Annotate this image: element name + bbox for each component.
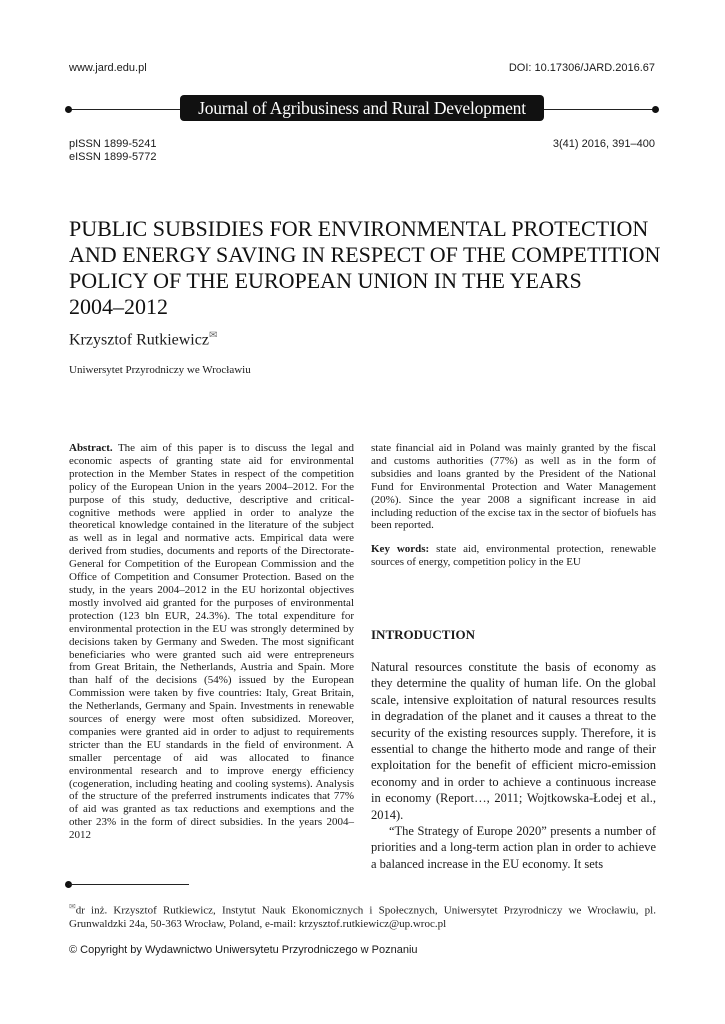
journal-url: www.jard.edu.pl: [69, 62, 147, 74]
abstract-label: Abstract.: [69, 442, 113, 454]
copyright: © Copyright by Wydawnictwo Uniwersytetu Przyrodniczego w Poznaniu: [69, 944, 418, 956]
title-line: AND ENERGY SAVING IN RESPECT OF THE COMPETITION: [69, 242, 661, 267]
keywords: [371, 543, 656, 569]
abstract-paragraph: [69, 442, 354, 842]
title-line: POLICY OF THE EUROPEAN UNION IN THE YEARS: [69, 268, 582, 293]
abstract-column-left: [69, 442, 354, 842]
envelope-icon: ✉: [69, 902, 76, 911]
rule-dot-right: [652, 106, 659, 113]
author: [69, 330, 217, 349]
abstract-column-right: [371, 442, 656, 569]
pissn: pISSN 1899-5241: [69, 138, 157, 150]
introduction-paragraph-2: “The Strategy of Europe 2020” presents a number of priorities and a long-term action plan in order to achieve a balanced increase in the EU economy. It sets: [371, 824, 656, 871]
introduction-paragraph-1: Natural resources constitute the basis of economy as they determine the quality of human life. On the global scale, intensive exploitation of natural resources results in degradation of the planet and it causes a threat to the security of the existing resources supply. Therefore, it is essential to change the hitherto mode and range of their exploitation for the benefit of efficient micro-emission economy and in order to achieve a continuous increase in economy (Report…, 2011; Wojtkowska-Łodej et al., 2014).: [371, 660, 656, 822]
title-line: 2004–2012: [69, 294, 168, 319]
keywords-label: Key words:: [371, 543, 430, 556]
abstract-continuation: state financial aid in Poland was mainly granted by the fiscal and customs authorities (77%) as well as in the form of subsidies and loans granted by the President of the National Fund for Environmental Protection and Water Management (20%). Since the year 2008 a significant increase in aid including reduction of the excise tax in the sector of biofuels has been reported.: [371, 442, 656, 532]
footnote-rule: [69, 884, 189, 885]
doi-label: DOI: 10.17306/JARD.2016.67: [508, 62, 655, 74]
keywords-text: state aid, environmental protection, renewable sources of energy, competition policy in the EU: [371, 543, 656, 569]
footnote: [69, 900, 656, 932]
eissn: eISSN 1899-5772: [69, 151, 157, 163]
issue-pages: 3(41) 2016, 391–400: [552, 138, 655, 150]
affiliation: Uniwersytet Przyrodniczy we Wrocławiu: [69, 364, 251, 376]
rule-dot-left: [65, 106, 72, 113]
section-heading-introduction: INTRODUCTION: [371, 627, 476, 642]
article-title: [69, 216, 669, 320]
author-name: Krzysztof Rutkiewicz: [69, 331, 209, 349]
journal-banner: Journal of Agribusiness and Rural Development: [180, 95, 544, 121]
abstract-text: The aim of this paper is to discuss the legal and economic aspects of granting state aid for environmental protection in the Member States in respect of the competition policy of the European Union in the years 2004–2012. For the purpose of this study, deductive, descriptive and critical-cognitive methods were applied in order to analyze the theoretical knowledge contained in the literature of the subject as well as in legal and normative acts. Empirical data were derived from studies, documents and reports of the Directorate-General for Competition of the European Commission and the Office of Competition and Consumer Protection. Based on the study, in the years 2004–2012 in the EU horizontal objectives mostly involved aid granted for the purposes of environmental protection (123 bln EUR, 24.3%). The total expenditure for environmental protection in the EU was strongly determined by decisions taken by Germany and Sweden. The most significant beneficiaries who were granted such aid were entrepreneurs from Great Britain, the Netherlands, Austria and Spain. More than half of the decisions (54%) issued by the European Commission were taken by five countries: Italy, Great Britain, the Netherlands, Germany and Spain. Investments in renewable sources of energy were most often subsidized. Moreover, companies were granted aid in order to adjust to requirements stricter than the EU standards in the field of environment. A smaller percentage of aid was allocated to finance environmental research and to improve energy efficiency (cogeneration, including heating and cooling systems). Analysis of the structure of the preferred instruments indicates that 77% of aid was granted as tax reductions and exemptions and the other 23% in the form of direct subsidies. In the years 2004–2012: [69, 442, 354, 842]
envelope-icon: ✉: [208, 330, 218, 341]
footnote-text: dr inż. Krzysztof Rutkiewicz, Instytut Nauk Ekonomicznych i Społecznych, Uniwersytet Przyrodniczy we Wrocławiu, pl. Grunwaldzki 24a, 50-363 Wrocław, Poland, e-mail: krzysztof.rutkiewicz@up.wroc.pl: [69, 904, 656, 931]
introduction-body: [371, 659, 656, 872]
title-line: PUBLIC SUBSIDIES FOR ENVIRONMENTAL PROTECTION: [69, 216, 649, 241]
